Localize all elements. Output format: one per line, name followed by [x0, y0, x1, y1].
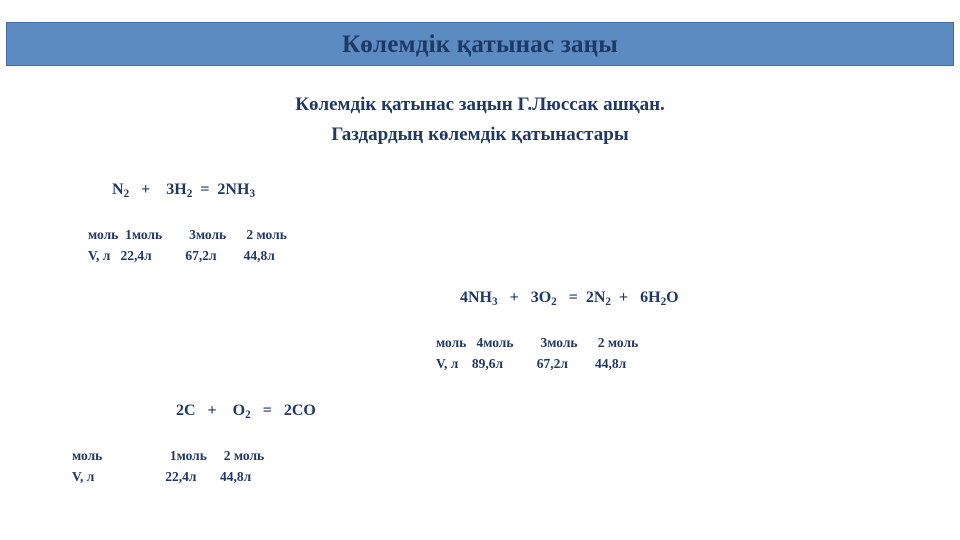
volume-row-3-values: 22,4л 44,8л: [94, 468, 252, 484]
mole-row-1: [88, 224, 287, 245]
equation-3: [72, 381, 316, 445]
equation-block-1: [88, 160, 287, 266]
equation-1: [88, 160, 287, 224]
subtitle-line-1: Көлемдік қатынас заңын Г.Люссак ашқан.: [295, 94, 665, 115]
mole-row-2-label: моль: [436, 334, 467, 350]
equation-block-3: [72, 381, 316, 487]
volume-row-2: [436, 353, 679, 374]
equation-2-text: $4NH_3 + 3O_2 = 2N_2 + 6H_2O$: [460, 289, 679, 308]
equation-3-text: 2C + $O_2 = 2CO$: [176, 402, 316, 421]
volume-row-2-values: 89,6л 67,2л 44,8л: [458, 355, 627, 371]
equation-block-2: [436, 268, 679, 374]
mole-row-1-label: моль: [88, 226, 119, 242]
volume-row-2-label: V, л: [436, 355, 459, 371]
volume-row-1: [88, 245, 287, 266]
mole-row-3-label: моль: [72, 447, 103, 463]
mole-row-2: [436, 332, 679, 353]
equation-2: [436, 268, 679, 332]
volume-row-1-label: V, л: [88, 247, 111, 263]
page-title: Көлемдік қатынас заңы: [341, 30, 618, 58]
volume-row-1-values: 22,4л 67,2л 44,8л: [110, 247, 275, 263]
mole-row-1-values: 1моль 3моль 2 моль: [118, 226, 287, 242]
mole-row-3-values: 1моль 2 моль: [102, 447, 265, 463]
volume-row-3-label: V, л: [72, 468, 95, 484]
volume-row-3: [72, 466, 316, 487]
mole-row-2-values: 4моль 3моль 2 моль: [466, 334, 639, 350]
subtitle-line-2: Газдардың көлемдік қатынастары: [331, 124, 629, 145]
title-bar: [6, 22, 954, 66]
mole-row-3: [72, 445, 316, 466]
equation-1-text: $N_2$ + $3H_2 = 2NH_3$: [112, 181, 256, 200]
